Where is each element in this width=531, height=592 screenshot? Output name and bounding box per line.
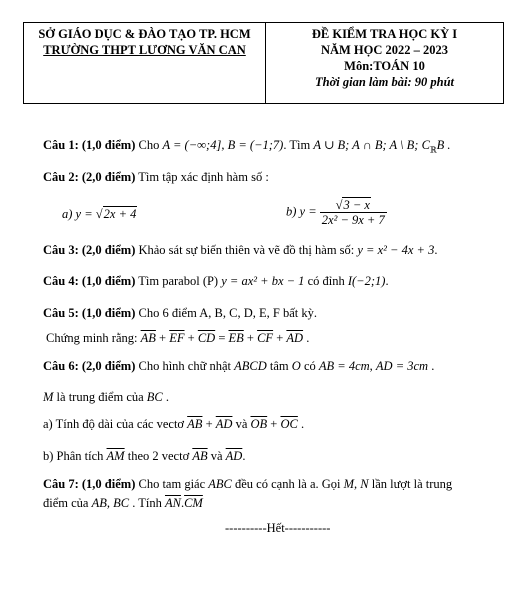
question-label: Câu 5: (1,0 điểm) [43, 306, 136, 320]
vector: $\overline{AN}$ [164, 496, 181, 510]
fraction: $\frac{√3 - x}{\text{2x² − 9x + 7}}$ [321, 198, 385, 227]
math-tasks: A ∪ B; A ∩ B; A \ B; C [313, 138, 430, 152]
vector: $\overline{AB}$ [192, 449, 208, 463]
question-6-midpoint: M là trung điểm của BC . [43, 390, 170, 404]
question-label: Câu 6: (2,0 điểm) [43, 359, 136, 373]
question-5: Câu 5: (1,0 điểm) Cho 6 điểm A, B, C, D, E, F bất kỳ. [43, 306, 317, 320]
vector: $\overline{AB}$ [140, 331, 156, 345]
vector: $\overline{CM}$ [184, 496, 203, 510]
question-6a: a) Tính độ dài của các vectơ $\overline{AB} + \overline{AD}$ và $\overline{OB} + \overline{OC}$ . [43, 417, 305, 431]
vector: $\overline{CD}$ [197, 331, 216, 345]
time-limit: Thời gian làm bài: 90 phút [314, 75, 455, 89]
vector: $\overline{AD}$ [225, 449, 243, 463]
question-4: Câu 4: (1,0 điểm) Tìm parabol (P) y = ax² + bx − 1 có đỉnh I(−2;1). [43, 274, 389, 288]
vector: $\overline{OB}$ [250, 417, 268, 431]
vector: $\overline{AD}$ [215, 417, 233, 431]
vector: $\overline{EF}$ [169, 331, 185, 345]
school-info [24, 23, 266, 103]
vector: $\overline{AD}$ [286, 331, 304, 345]
footer-end-mark: ----------Hết----------- [225, 521, 331, 535]
vector: $\overline{AB}$ [187, 417, 203, 431]
question-label: Câu 2: (2,0 điểm) [43, 170, 136, 184]
exam-title: ĐỀ KIỂM TRA HỌC KỲ I [311, 27, 458, 41]
sqrt-icon: √ [335, 198, 343, 212]
school-year: NĂM HỌC 2022 – 2023 [320, 43, 449, 57]
question-1: Câu 1: (1,0 điểm) Cho A = (−∞;4], B = (−1;7). Tìm A ∪ B; A ∩ B; A \ B; $C_ℝB$ . [43, 138, 451, 155]
vector: $\overline{AM}$ [106, 449, 125, 463]
question-2b: b) y = $\frac{√3 - x}{\text{2x² − 9x + 7}}$ [286, 198, 385, 227]
department-name: SỞ GIÁO DỤC & ĐÀO TẠO TP. HCM [38, 27, 251, 41]
question-6b: b) Phân tích $\overline{AM}$ theo 2 vectơ $\overline{AB}$ và $\overline{AD}$. [43, 449, 246, 463]
vector: $\overline{EB}$ [228, 331, 244, 345]
exam-header [23, 22, 504, 104]
vector: $\overline{OC}$ [280, 417, 298, 431]
vector: $\overline{CF}$ [257, 331, 274, 345]
question-7-line2: điểm của AB, BC . Tính $\overline{AN}.\overline{CM}$ [43, 496, 203, 510]
question-3: Câu 3: (2,0 điểm) Khảo sát sự biến thiên và vẽ đồ thị hàm số: y = x² − 4x + 3. [43, 243, 438, 257]
question-label: Câu 7: (1,0 điểm) [43, 477, 136, 491]
question-7: Câu 7: (1,0 điểm) Cho tam giác ABC đều có cạnh là a. Gọi M, N lần lượt là trung [43, 477, 453, 491]
question-2: Câu 2: (2,0 điểm) Tìm tập xác định hàm số : [43, 170, 269, 184]
exam-info [266, 23, 503, 103]
question-label: Câu 4: (1,0 điểm) [43, 274, 136, 288]
subject: Môn:TOÁN 10 [344, 59, 425, 73]
radicand: 2x + 4 [103, 207, 137, 221]
question-6: Câu 6: (2,0 điểm) Cho hình chữ nhật ABCD tâm O có AB = 4cm, AD = 3cm . [43, 359, 435, 373]
school-name: TRƯỜNG THPT LƯƠNG VĂN CAN [43, 43, 246, 57]
question-label: Câu 3: (2,0 điểm) [43, 243, 136, 257]
question-5-proof: Chứng minh rằng: $\overline{AB} + \overline{EF} + \overline{CD} = \overline{EB} + \overline{CF} + \overline{AD}$ . [46, 331, 310, 345]
sqrt-icon: √ [95, 207, 103, 221]
question-label: Câu 1: (1,0 điểm) [43, 138, 136, 152]
question-2a: a) y = √2x + 4 [62, 207, 137, 221]
math-sets: A = (−∞;4], B = (−1;7) [162, 138, 284, 152]
